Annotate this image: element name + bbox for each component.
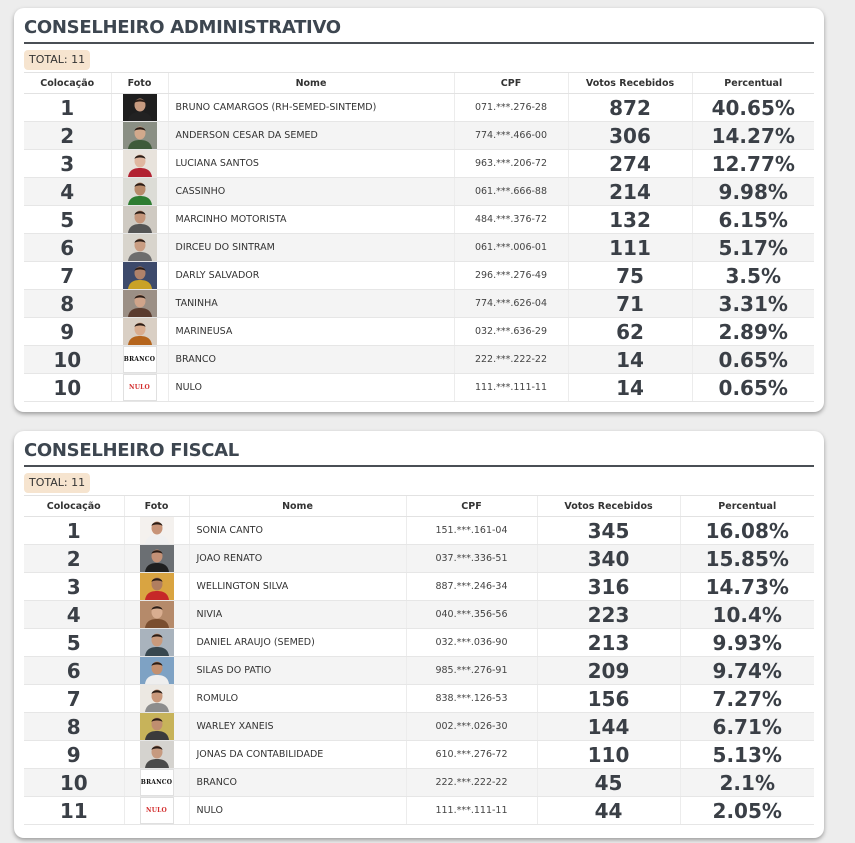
placement-cell: 5	[24, 206, 111, 234]
vote-percentage: 2.1%	[680, 769, 814, 797]
table-header-row	[24, 73, 814, 94]
ballot-image	[123, 346, 157, 373]
vote-percentage: 10.4%	[680, 601, 814, 629]
table-row	[24, 290, 814, 318]
votes-received: 14	[568, 346, 692, 374]
placement-cell: 10	[24, 374, 111, 402]
table-row	[24, 374, 814, 402]
header-percentual: Percentual	[692, 73, 814, 94]
section-card-fiscal	[14, 431, 824, 838]
candidate-cpf: 037.***.336-51	[406, 545, 537, 573]
candidate-photo	[123, 290, 157, 317]
vote-percentage: 3.5%	[692, 262, 814, 290]
candidate-name: WELLINGTON SILVA	[189, 573, 406, 601]
ballot-image	[140, 769, 174, 796]
votes-received: 71	[568, 290, 692, 318]
photo-cell	[124, 545, 189, 573]
table-row	[24, 629, 814, 657]
photo-cell	[111, 290, 168, 318]
placement-cell: 8	[24, 713, 124, 741]
table-row	[24, 685, 814, 713]
vote-percentage: 40.65%	[692, 94, 814, 122]
photo-cell	[124, 713, 189, 741]
candidate-name: ROMULO	[189, 685, 406, 713]
votes-received: 14	[568, 374, 692, 402]
candidate-name: LUCIANA SANTOS	[168, 150, 454, 178]
candidate-cpf: 111.***.111-11	[454, 374, 568, 402]
placement-cell: 4	[24, 601, 124, 629]
candidate-photo	[140, 657, 174, 684]
photo-cell	[111, 374, 168, 402]
table-row	[24, 741, 814, 769]
table-row	[24, 94, 814, 122]
candidate-cpf: 040.***.356-56	[406, 601, 537, 629]
candidate-name: WARLEY XANEIS	[189, 713, 406, 741]
photo-cell	[124, 741, 189, 769]
vote-percentage: 6.15%	[692, 206, 814, 234]
ballot-image	[123, 374, 157, 401]
placement-cell: 7	[24, 685, 124, 713]
candidate-cpf: 222.***.222-22	[454, 346, 568, 374]
vote-percentage: 5.17%	[692, 234, 814, 262]
photo-cell	[124, 517, 189, 545]
section-card-administrativo	[14, 8, 824, 412]
section-title: CONSELHEIRO FISCAL	[24, 439, 814, 467]
votes-received: 209	[537, 657, 680, 685]
candidate-cpf: 151.***.161-04	[406, 517, 537, 545]
ballot-image-label: NULO	[146, 807, 167, 814]
placement-cell: 2	[24, 122, 111, 150]
ballot-image-label: BRANCO	[140, 779, 173, 786]
table-row	[24, 150, 814, 178]
candidate-photo	[123, 318, 157, 345]
candidate-cpf: 061.***.006-01	[454, 234, 568, 262]
candidate-name: BRANCO	[168, 346, 454, 374]
table-row	[24, 573, 814, 601]
table-row	[24, 601, 814, 629]
table-row	[24, 122, 814, 150]
total-badge: TOTAL: 11	[24, 473, 90, 493]
table-row	[24, 797, 814, 825]
table-row	[24, 234, 814, 262]
candidate-name: CASSINHO	[168, 178, 454, 206]
header-votos: Votos Recebidos	[537, 496, 680, 517]
placement-cell: 10	[24, 346, 111, 374]
candidate-photo	[123, 150, 157, 177]
votes-received: 45	[537, 769, 680, 797]
vote-percentage: 12.77%	[692, 150, 814, 178]
votes-received: 340	[537, 545, 680, 573]
vote-percentage: 14.73%	[680, 573, 814, 601]
candidate-photo	[140, 713, 174, 740]
candidate-photo	[140, 545, 174, 572]
votes-received: 144	[537, 713, 680, 741]
photo-cell	[111, 150, 168, 178]
candidate-cpf: 774.***.626-04	[454, 290, 568, 318]
photo-cell	[124, 601, 189, 629]
votes-received: 62	[568, 318, 692, 346]
votes-received: 132	[568, 206, 692, 234]
table-row	[24, 713, 814, 741]
candidate-photo	[123, 206, 157, 233]
candidate-photo	[123, 178, 157, 205]
votes-received: 75	[568, 262, 692, 290]
photo-cell	[111, 318, 168, 346]
candidate-cpf: 071.***.276-28	[454, 94, 568, 122]
photo-cell	[111, 234, 168, 262]
votes-received: 110	[537, 741, 680, 769]
header-percentual: Percentual	[680, 496, 814, 517]
candidate-cpf: 963.***.206-72	[454, 150, 568, 178]
section-title: CONSELHEIRO ADMINISTRATIVO	[24, 16, 814, 44]
placement-cell: 11	[24, 797, 124, 825]
total-badge: TOTAL: 11	[24, 50, 90, 70]
votes-received: 44	[537, 797, 680, 825]
candidate-photo	[123, 262, 157, 289]
table-row	[24, 346, 814, 374]
photo-cell	[124, 629, 189, 657]
candidate-photo	[123, 94, 157, 121]
table-header-row	[24, 496, 814, 517]
candidate-name: ANDERSON CESAR DA SEMED	[168, 122, 454, 150]
placement-cell: 9	[24, 318, 111, 346]
votes-received: 213	[537, 629, 680, 657]
votes-received: 316	[537, 573, 680, 601]
table-row	[24, 657, 814, 685]
placement-cell: 8	[24, 290, 111, 318]
placement-cell: 4	[24, 178, 111, 206]
candidate-photo	[123, 122, 157, 149]
candidate-cpf: 774.***.466-00	[454, 122, 568, 150]
vote-percentage: 5.13%	[680, 741, 814, 769]
header-nome: Nome	[189, 496, 406, 517]
photo-cell	[111, 178, 168, 206]
header-cpf: CPF	[406, 496, 537, 517]
votes-received: 274	[568, 150, 692, 178]
candidate-cpf: 002.***.026-30	[406, 713, 537, 741]
placement-cell: 1	[24, 517, 124, 545]
placement-cell: 6	[24, 657, 124, 685]
photo-cell	[111, 206, 168, 234]
placement-cell: 9	[24, 741, 124, 769]
photo-cell	[111, 262, 168, 290]
votes-received: 111	[568, 234, 692, 262]
vote-percentage: 2.05%	[680, 797, 814, 825]
candidate-name: MARCINHO MOTORISTA	[168, 206, 454, 234]
votes-received: 872	[568, 94, 692, 122]
candidate-photo	[140, 741, 174, 768]
candidate-name: DIRCEU DO SINTRAM	[168, 234, 454, 262]
vote-percentage: 7.27%	[680, 685, 814, 713]
header-cpf: CPF	[454, 73, 568, 94]
candidate-name: SONIA CANTO	[189, 517, 406, 545]
candidate-cpf: 610.***.276-72	[406, 741, 537, 769]
placement-cell: 10	[24, 769, 124, 797]
placement-cell: 7	[24, 262, 111, 290]
results-table	[24, 495, 814, 825]
ballot-image-label: NULO	[129, 384, 150, 391]
placement-cell: 6	[24, 234, 111, 262]
candidate-photo	[140, 517, 174, 544]
table-row	[24, 178, 814, 206]
header-colocacao: Colocação	[24, 496, 124, 517]
candidate-cpf: 032.***.636-29	[454, 318, 568, 346]
photo-cell	[111, 346, 168, 374]
vote-percentage: 15.85%	[680, 545, 814, 573]
candidate-name: SILAS DO PATIO	[189, 657, 406, 685]
placement-cell: 3	[24, 150, 111, 178]
candidate-photo	[140, 573, 174, 600]
candidate-cpf: 032.***.036-90	[406, 629, 537, 657]
candidate-name: BRANCO	[189, 769, 406, 797]
candidate-name: NIVIA	[189, 601, 406, 629]
candidate-name: MARINEUSA	[168, 318, 454, 346]
candidate-cpf: 296.***.276-49	[454, 262, 568, 290]
header-colocacao: Colocação	[24, 73, 111, 94]
candidate-photo	[140, 629, 174, 656]
candidate-photo	[140, 601, 174, 628]
photo-cell	[124, 573, 189, 601]
table-row	[24, 517, 814, 545]
candidate-cpf: 222.***.222-22	[406, 769, 537, 797]
photo-cell	[124, 657, 189, 685]
vote-percentage: 0.65%	[692, 374, 814, 402]
placement-cell: 2	[24, 545, 124, 573]
votes-received: 223	[537, 601, 680, 629]
candidate-photo	[123, 234, 157, 261]
candidate-name: BRUNO CAMARGOS (RH-SEMED-SINTEMD)	[168, 94, 454, 122]
candidate-name: NULO	[189, 797, 406, 825]
votes-received: 345	[537, 517, 680, 545]
photo-cell	[124, 797, 189, 825]
photo-cell	[111, 122, 168, 150]
ballot-image-label: BRANCO	[123, 356, 156, 363]
header-foto: Foto	[124, 496, 189, 517]
votes-received: 156	[537, 685, 680, 713]
photo-cell	[124, 769, 189, 797]
table-row	[24, 262, 814, 290]
table-row	[24, 769, 814, 797]
vote-percentage: 14.27%	[692, 122, 814, 150]
vote-percentage: 6.71%	[680, 713, 814, 741]
vote-percentage: 3.31%	[692, 290, 814, 318]
header-foto: Foto	[111, 73, 168, 94]
votes-received: 214	[568, 178, 692, 206]
vote-percentage: 0.65%	[692, 346, 814, 374]
table-row	[24, 206, 814, 234]
placement-cell: 3	[24, 573, 124, 601]
candidate-photo	[140, 685, 174, 712]
ballot-image	[140, 797, 174, 824]
vote-percentage: 9.74%	[680, 657, 814, 685]
candidate-cpf: 061.***.666-88	[454, 178, 568, 206]
candidate-cpf: 484.***.376-72	[454, 206, 568, 234]
candidate-cpf: 985.***.276-91	[406, 657, 537, 685]
votes-received: 306	[568, 122, 692, 150]
table-row	[24, 545, 814, 573]
placement-cell: 5	[24, 629, 124, 657]
candidate-name: JOAO RENATO	[189, 545, 406, 573]
results-table	[24, 72, 814, 402]
candidate-name: JONAS DA CONTABILIDADE	[189, 741, 406, 769]
header-nome: Nome	[168, 73, 454, 94]
vote-percentage: 16.08%	[680, 517, 814, 545]
photo-cell	[124, 685, 189, 713]
candidate-name: TANINHA	[168, 290, 454, 318]
table-row	[24, 318, 814, 346]
photo-cell	[111, 94, 168, 122]
vote-percentage: 2.89%	[692, 318, 814, 346]
vote-percentage: 9.93%	[680, 629, 814, 657]
header-votos: Votos Recebidos	[568, 73, 692, 94]
candidate-name: NULO	[168, 374, 454, 402]
candidate-name: DANIEL ARAUJO (SEMED)	[189, 629, 406, 657]
placement-cell: 1	[24, 94, 111, 122]
candidate-cpf: 838.***.126-53	[406, 685, 537, 713]
vote-percentage: 9.98%	[692, 178, 814, 206]
candidate-cpf: 887.***.246-34	[406, 573, 537, 601]
candidate-name: DARLY SALVADOR	[168, 262, 454, 290]
candidate-cpf: 111.***.111-11	[406, 797, 537, 825]
